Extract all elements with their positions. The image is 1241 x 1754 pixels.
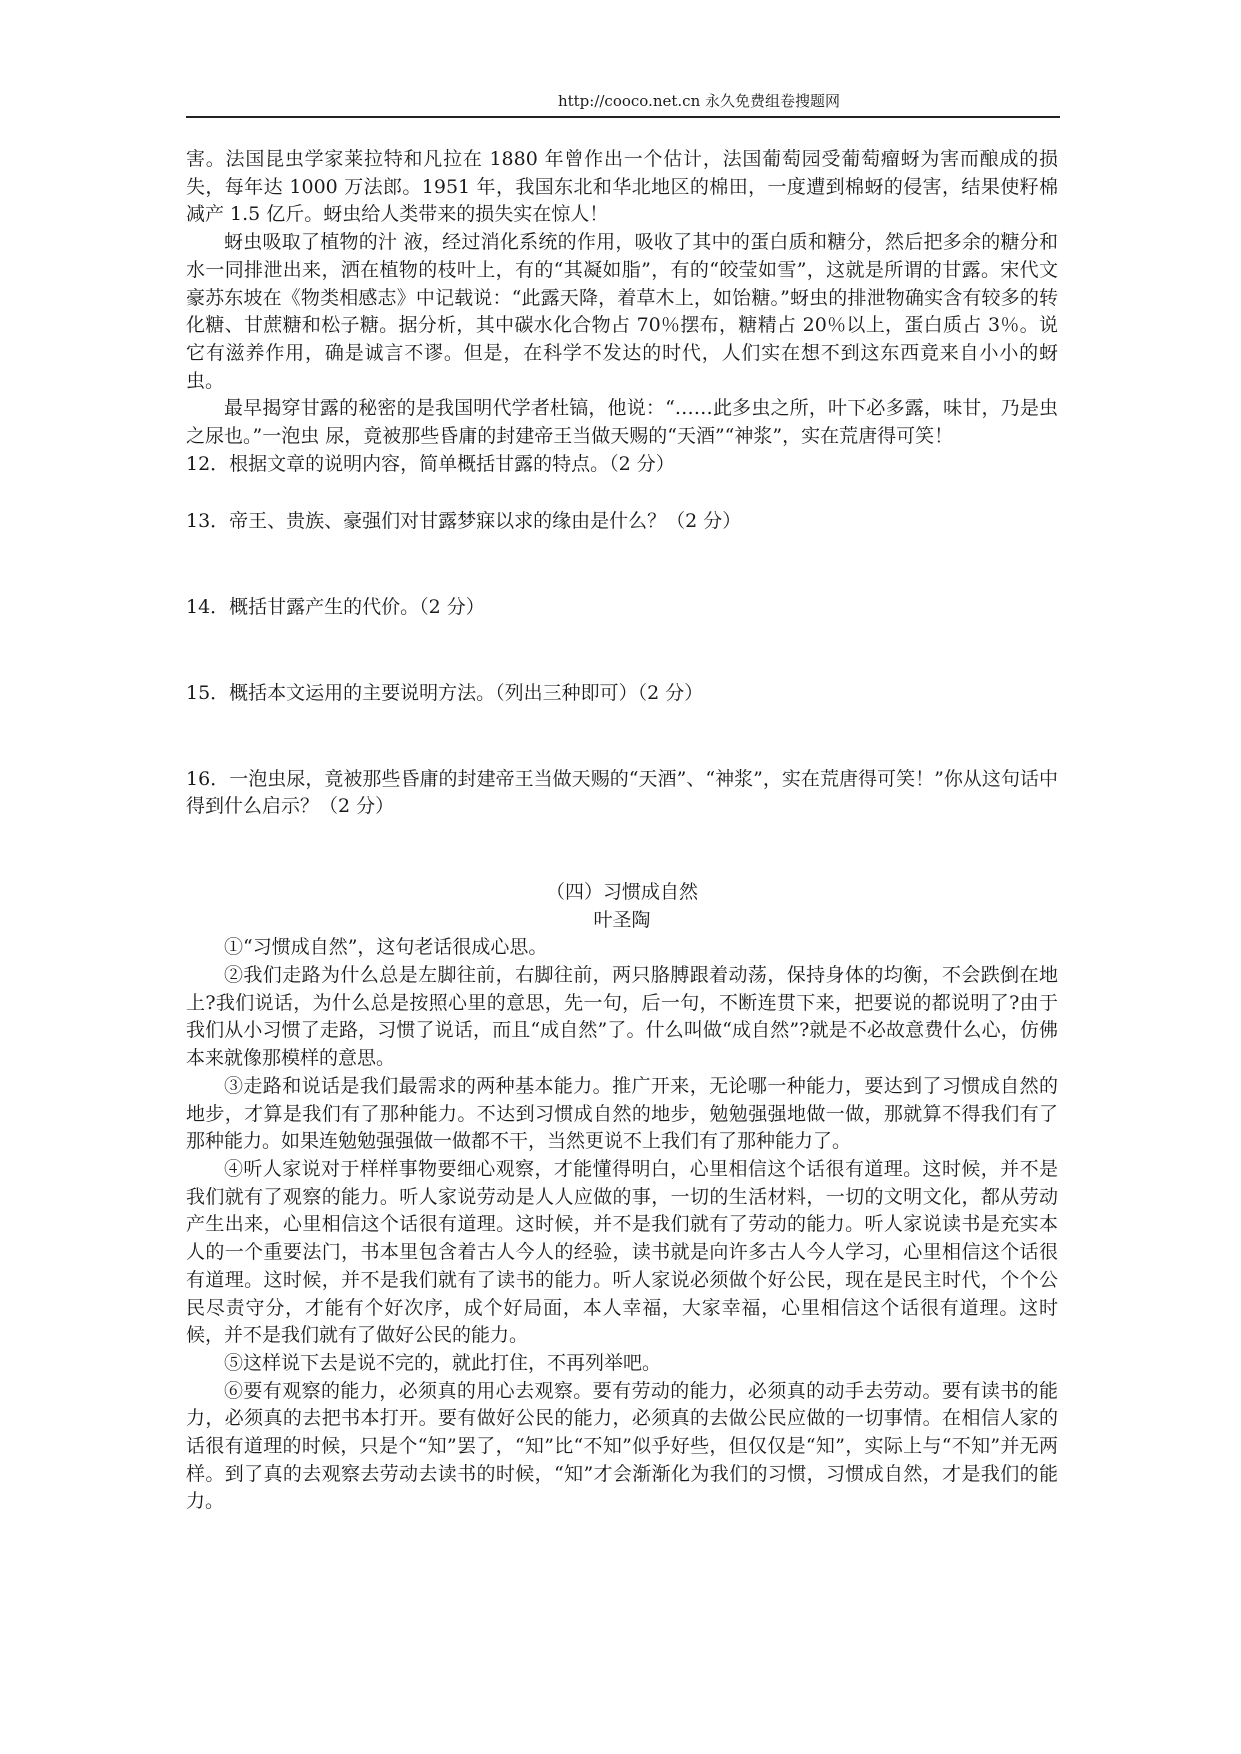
- answer-space-12: [186, 478, 1058, 508]
- question-14: 14．概括甘露产生的代价。（2 分）: [186, 596, 485, 619]
- passage2-author: 叶圣陶: [593, 908, 651, 931]
- passage2-paragraph-2: ②我们走路为什么总是左脚往前，右脚往前，两只胳膊跟着动荡，保持身体的均衡，不会跌倒在地上?我们说话，为什么总是按照心里的意思，先一句，后一句，不断连贯下来，把要说的都说明了?由于我们从小习惯了走路，习惯了说话，而且“成自然”了。什么叫做“成自然”?就是不必故意费什么心，仿佛本来就像那模样的意思。: [186, 964, 1058, 1070]
- passage1-paragraph-3: 最早揭穿甘露的秘密的是我国明代学者杜镐，他说：“……此多虫之所，叶下必多露，味甘，乃是虫之尿也。”一泡虫 尿，竟被那些昏庸的封建帝王当做天赐的“天酒”“神浆”，实在荒唐得可笑！: [186, 397, 1058, 448]
- question-16: 16．一泡虫尿，竟被那些昏庸的封建帝王当做天赐的“天酒”、“神浆”，实在荒唐得可笑！”你从这句话中得到什么启示？（2 分）: [186, 767, 1058, 818]
- passage1-paragraph-2: 蚜虫吸取了植物的汁 液，经过消化系统的作用，吸收了其中的蛋白质和糖分，然后把多余的糖分和水一同排泄出来，洒在植物的枝叶上，有的“其凝如脂”，有的“皎莹如雪”，这就是所谓的甘露。宋代文豪苏东坡在《物类相感志》中记载说：“此露天降，着草木上，如饴糖。”蚜虫的排泄物确实含有较多的转化糖、甘蔗糖和松子糖。据分析，其中碳水化合物占 70％摆布，糖精占 20％以上，蛋白质占 3％。说它有滋养作用，确是诚言不谬。但是，在科学不发达的时代，人们实在想不到这东西竟来自小小的蚜虫。: [186, 231, 1058, 392]
- answer-space-16: [186, 821, 1058, 879]
- question-15: 15．概括本文运用的主要说明方法。（列出三种即可）（2 分）: [186, 681, 704, 704]
- passage1-paragraph-1: 害。法国昆虫学家莱拉特和凡拉在 1880 年曾作出一个估计，法国葡萄园受葡萄瘤蚜为害而酿成的损失，每年达 1000 万法郎。1951 年，我国东北和华北地区的棉田，一度遭到棉蚜的侵害，结果使籽棉减产 1.5 亿斤。蚜虫给人类带来的损失实在惊人！: [186, 148, 1058, 226]
- question-12: 12．根据文章的说明内容，简单概括甘露的特点。（2 分）: [186, 452, 675, 475]
- passage2-paragraph-4: ④听人家说对于样样事物要细心观察，才能懂得明白，心里相信这个话很有道理。这时候，并不是我们就有了观察的能力。听人家说劳动是人人应做的事，一切的生活材料，一切的文明文化，都从劳动产生出来，心里相信这个话很有道理。这时候，并不是我们就有了劳动的能力。听人家说读书是充实本人的一个重要法门，书本里包含着古人今人的经验，读书就是向许多古人今人学习，心里相信这个话很有道理。这时候，并不是我们就有了读书的能力。听人家说必须做个好公民，现在是民主时代，个个公民尽责守分，才能有个好次序，成个好局面，本人幸福，大家幸福，心里相信这个话很有道理。这时候，并不是我们就有了做好公民的能力。: [186, 1157, 1058, 1347]
- header-url-text: http://cooco.net.cn 永久免费组卷搜题网: [557, 92, 840, 110]
- passage2-paragraph-3: ③走路和说话是我们最需求的两种基本能力。推广开来，无论哪一种能力，要达到了习惯成自然的地步，才算是我们有了那种能力。不达到习惯成自然的地步，勉勉强强地做一做，那就算不得我们有了那种能力。如果连勉勉强强做一做都不干，当然更说不上我们有了那种能力了。: [186, 1074, 1058, 1153]
- passage2-paragraph-5: ⑤这样说下去是说不完的，就此打住，不再列举吧。: [224, 1351, 662, 1374]
- answer-space-14: [186, 622, 1058, 680]
- answer-space-15: [186, 708, 1058, 766]
- passage2-title: （四）习惯成自然: [545, 880, 698, 903]
- document-body: [186, 146, 1058, 1516]
- page-header: [186, 86, 1060, 118]
- passage2-paragraph-1: ①“习惯成自然”，这句老话很成心思。: [224, 936, 548, 959]
- answer-space-13: [186, 536, 1058, 594]
- question-13: 13．帝王、贵族、豪强们对甘露梦寐以求的缘由是什么？（2 分）: [186, 510, 742, 533]
- passage2-paragraph-6: ⑥要有观察的能力，必须真的用心去观察。要有劳动的能力，必须真的动手去劳动。要有读书的能力，必须真的去把书本打开。要有做好公民的能力，必须真的去做公民应做的一切事情。在相信人家的话很有道理的时候，只是个“知”罢了，“知”比“不知”似乎好些，但仅仅是“知”，实际上与“不知”并无两样。到了真的去观察去劳动去读书的时候，“知”才会渐渐化为我们的习惯，习惯成自然，才是我们的能力。: [186, 1379, 1058, 1513]
